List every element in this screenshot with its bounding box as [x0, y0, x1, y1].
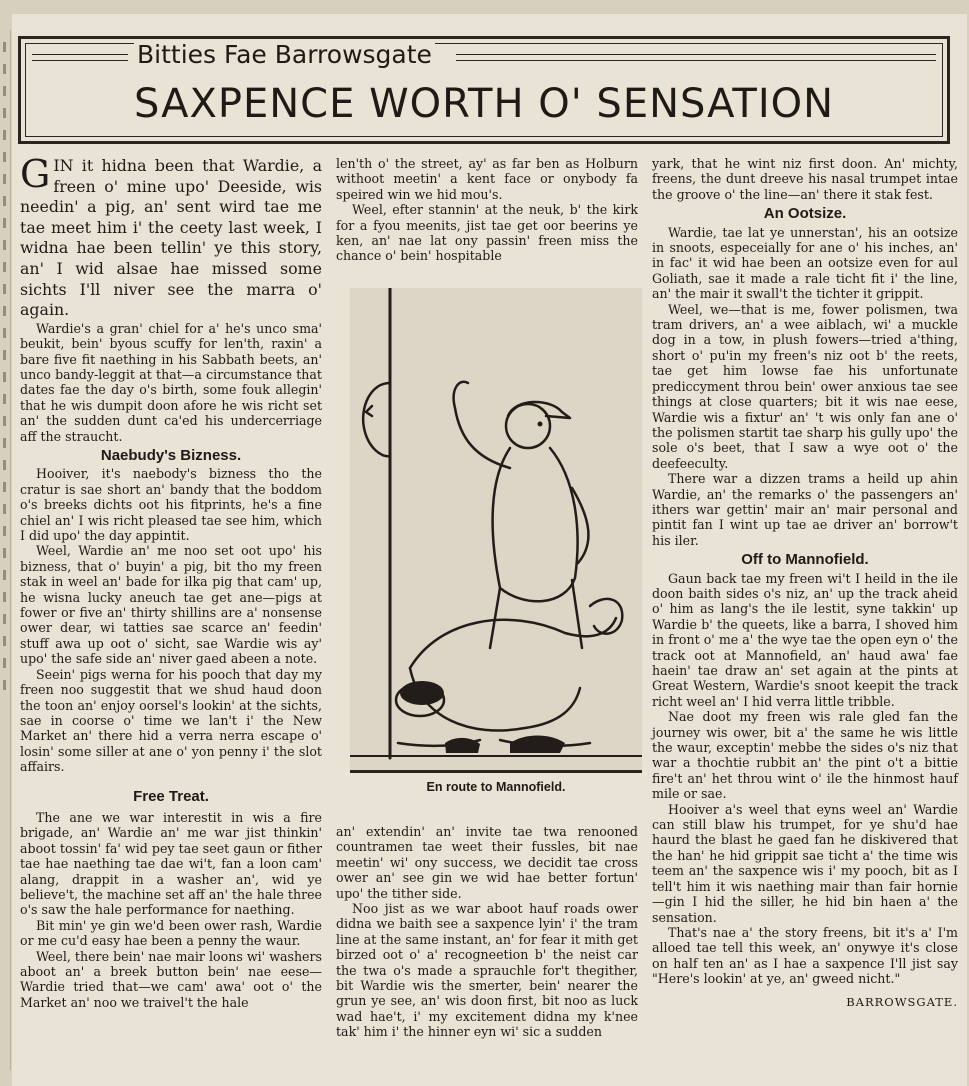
paragraph: The ane we war interestit in wis a fire brigade, an' Wardie an' me war jist thinkin' aboot tossin' fa' wid pey tae seet gaun or fither tae hae naething tae dae wi't, fan a loon cam' alang, drappit in a washer an', wid ye believe't, the machine set aff an' the hale three o's saw the hale performance for naething.: [20, 809, 322, 918]
illustration-caption: En route to Mannofield.: [426, 780, 566, 794]
kicker-rule-right: [456, 54, 936, 61]
cartoon-drawing: [350, 288, 642, 770]
drop-cap: G: [20, 152, 51, 196]
paragraph: Weel, there bein' nae mair loons wi' washers aboot an' a breek button bein' nae eese—Wardie tried that—we cam' awa' oot o' the Market an' noo we traivel't the hale: [20, 948, 322, 1010]
cartoon-illustration: [350, 288, 642, 773]
paragraph: Weel, efter stannin' at the neuk, b' the kirk for a fyou meenits, jist tae get oor beerins ye ken, an' nae lat ony passin' freen miss the chance o' bein' hospitable: [336, 202, 638, 264]
paragraph: Weel, Wardie an' me noo set oot upo' his bizness, that o' buyin' a pig, bit tho my freen stak in weel an' bade for ilka pig that cam' up, he wisna lucky aneuch tae get ane—pigs at fower or five an' thirty shillins are a' nonsense ower dear, wi tatties sae scarce an' feedin' stuff awa up oot o' sicht, sae Wardie wis ay' upo' the safe side an' niver gaed abeen a note.: [20, 543, 322, 667]
column-kicker: Bitties Fae Barrowsgate: [134, 40, 435, 70]
adjacent-column-edge: [0, 30, 11, 1070]
paragraph: Seein' pigs werna for his pooch that day my freen noo suggestit that we shud haud doon the toon an' enjoy oorsel's lookin' at the sichts, sae in coorse o' time we lan't i' the New Market an' there hid a verra nerra escape o' losin' some siller at ane o' yon penny i' the slot affairs.: [20, 666, 322, 775]
subhead-off-to-mannofield: Off to Mannofield.: [741, 551, 869, 569]
paragraph: len'th o' the street, ay' as far ben as Holburn withoot meetin' a kent face or onybody fa speired win we hid mou's.: [336, 156, 638, 202]
paragraph: Nae doot my freen wis rale gled fan the journey wis ower, bit a' the same he wis little the waur, exceptin' mebbe the sides o's niz that war a thochtie rubbit an' the pint o't a bittie fire't an' het throu wint o' ile the hinmost hauf mile or sae.: [652, 709, 958, 802]
paragraph: Bit min' ye gin we'd been ower rash, Wardie or me cu'd easy hae been a penny the waur.: [20, 917, 322, 949]
paragraph: an' extendin' an' invite tae twa renooned countramen tae weet their fussles, bit nae meetin' wi' ony success, we decidit tae cross ower an' see gin we wid hae better fortun' upo' the tither side.: [336, 824, 638, 901]
paragraph: Hooiver a's weel that eyns weel an' Wardie can still blaw his trumpet, for ye shu'd hae haurd the blast he gaed fan he diskivered that the han' he hid grippit sae ticht a' the time wis teem an' the saxpence wis i' my pooch, bit as I tell't him it wis naething mair than fair hornie—gin I hid the siller, he hid bin haen a' the sensation.: [652, 801, 958, 925]
masthead-box: [18, 36, 950, 144]
author-signoff: BARROWSGATE.: [846, 994, 958, 1009]
paragraph: Hooiver, it's naebody's bizness tho the cratur is sae short an' bandy that the boddom o's breeks dichts oot his fitprints, he's a fine chiel an' I wis richt pleased tae see him, which I did upo' the day appintit.: [20, 466, 322, 544]
article-column-1: [20, 152, 322, 1010]
page-headline: SAXPENCE WORTH O' SENSATION: [133, 81, 835, 127]
article-column-2-bottom: [336, 824, 638, 1040]
subhead-free-treat: Free Treat.: [133, 787, 209, 805]
paragraph: Noo jist as we war aboot hauf roads ower didna we baith see a saxpence lyin' i' the tram line at the same instant, an' for fear it mith get birzed oot o' a' recogneetion b' the neist car the twa o's made a sprauchle for't thegither, bit Wardie wis the smerter, bein' nearer the grun ye see, an' wis doon first, bit noo as luck wad hae't, i' my excitement didna my k'nee tak' him i' the hinner eyn wi' sic a sudden: [336, 901, 638, 1040]
paragraph: yark, that he wint niz first doon. An' michty, freens, the dunt dreeve his nasal trumpet intae the groove o' the line—an' there it stak fest.: [652, 156, 958, 202]
paragraph: Gaun back tae my freen wi't I heild in the ile doon baith sides o's niz, an' up the track aheid o' him as lang's the ile lestit, syne takkin' up Wardie b' the queets, like a barra, I shoved him in front o' me a' the wye tae the open eyn o' the track oot at Mannofield, an' haud awa' fae haein' tae draw an' set again at the pints at Great Western, Wardie's snoot keepit the track richt weel an' I hid verra little tribble.: [652, 570, 958, 709]
paragraph: There war a dizzen trams a heild up ahin Wardie, an' the remarks o' the passengers an' ithers war gettin' mair an' mair personal and pintit fan I wint up tae ae driver an' borrow't his iler.: [652, 471, 958, 548]
kicker-rule-left: [32, 54, 128, 61]
subhead-naebudys-bizness: Naebudy's Bizness.: [100, 447, 242, 464]
article-column-3: [652, 156, 958, 1010]
paragraph: Wardie's a gran' chiel for a' he's unco sma' beukit, bein' byous scuffy for len'th, raxin' a bare five fit naething in his Sabbath beets, an' unco bandy-leggit at that—a circumstance that dates fae the day o's birth, some fouk allegin' that he wis dumpit doon afore he wis richt set an' the sudden dunt ca'ed his undercerriage aff the straucht.: [20, 320, 322, 444]
paragraph: Wardie, tae lat ye unnerstan', his an ootsize in snoots, especeially for ane o' his inches, an' in fac' it wid hae been an ootsize even for aul Goliath, sae it made a rale ticht fit i' the line, an' the mair it swall't the tichter it grippit.: [652, 224, 958, 302]
subhead-an-ootsize: An Ootsize.: [763, 205, 847, 223]
paragraph: Weel, we—that is me, fower polismen, twa tram drivers, an' a wee aiblach, wi' a muckle dog in a tow, in plush fowers—tried a'thing, short o' pu'in my freen's niz oot b' the reets, tae get him lowse fae his unfortunate prediccyment throu bein' ower anxious tae see things at close quarters; bit it wis nae eese, Wardie wis a fixtur' an' 't wis only fan ane o' the polismen startit tae sharp his gully upo' the sole o's beet, that I saw a wye oot o' the deefeeculty.: [652, 301, 958, 471]
paragraph: That's nae a' the story freens, bit it's a' I'm alloed tae tell this week, an' onywye it's close on half ten an' as I hae a saxpence I'll jist say "Here's lookin' at ye, an' gweed nicht.": [652, 924, 958, 987]
lead-paragraph: GIN it hidna been that Wardie, a freen o' mine upo' Deeside, wis needin' a pig, an' sent wird tae me tae meet him i' the ceety last week, I widna hae been tellin' ye this story, an' I wid alsae hae missed some sichts I'll niver see the marra o' again.: [20, 152, 322, 320]
article-column-2-top: [336, 156, 638, 264]
